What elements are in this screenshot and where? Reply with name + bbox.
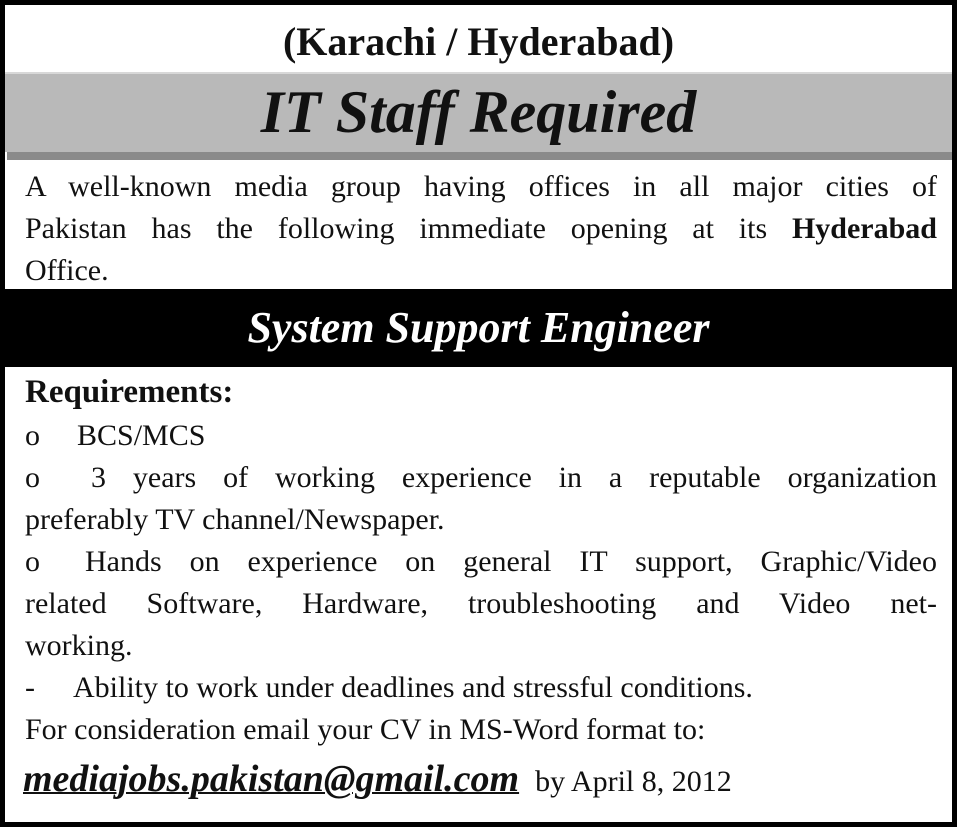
bullet-icon: o bbox=[25, 419, 40, 452]
intro-line: A well-known media group having offices in all major cities of bbox=[25, 170, 937, 203]
position-title: System Support Engineer bbox=[247, 303, 710, 352]
requirements-section bbox=[25, 369, 937, 751]
requirement-text: Ability to work under deadlines and stressful conditions. bbox=[73, 671, 753, 704]
requirement-text: 3 years of working experience in a reputable organization bbox=[91, 461, 937, 494]
requirement-text: related Software, Hardware, troubleshooting and Video net- bbox=[25, 587, 937, 620]
headline-band-shadow bbox=[7, 152, 952, 160]
intro-line: Office. bbox=[25, 254, 109, 287]
intro-paragraph bbox=[25, 166, 937, 292]
intro-line bbox=[25, 208, 937, 250]
contact-line bbox=[23, 757, 732, 801]
email-link[interactable]: mediajobs.pakistan@gmail.com bbox=[23, 758, 520, 800]
office-city: Hyderabad bbox=[791, 212, 937, 245]
requirement-text: working. bbox=[25, 629, 133, 662]
dash-icon: - bbox=[25, 671, 35, 704]
bullet-icon: o bbox=[25, 461, 40, 494]
location-heading: (Karachi / Hyderabad) bbox=[282, 19, 675, 64]
apply-instructions: For consideration email your CV in MS-Word format to: bbox=[25, 713, 706, 746]
deadline: by April 8, 2012 bbox=[535, 765, 732, 798]
requirement-text: Hands on experience on general IT support, Graphic/Video bbox=[85, 545, 937, 578]
requirement-item bbox=[25, 541, 937, 583]
headline: IT Staff Required bbox=[260, 79, 697, 145]
intro-text: Pakistan has the following immediate opening at its bbox=[25, 212, 792, 245]
requirement-text: preferably TV channel/Newspaper. bbox=[25, 503, 445, 536]
requirement-item bbox=[25, 415, 937, 457]
requirement-item bbox=[25, 457, 937, 499]
bullet-icon: o bbox=[25, 545, 40, 578]
requirements-heading: Requirements: bbox=[25, 374, 234, 410]
requirement-text: BCS/MCS bbox=[77, 419, 206, 452]
requirement-item bbox=[25, 667, 937, 709]
